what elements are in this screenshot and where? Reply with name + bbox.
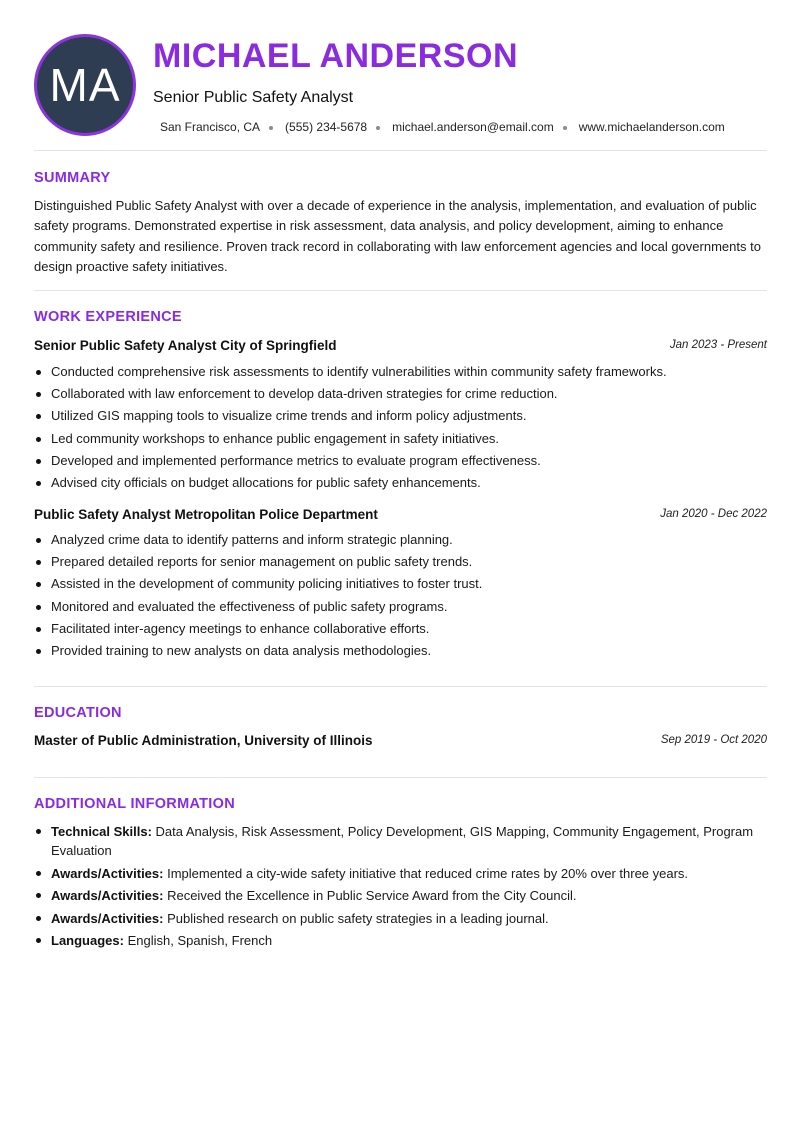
info-label: Technical Skills: (51, 824, 152, 839)
list-item: Developed and implemented performance metrics to evaluate program effectiveness. (34, 452, 767, 474)
summary-text: Distinguished Public Safety Analyst with over a decade of experience in the analysis, implementation, and evaluation of public safety programs. Demonstrated expertise in risk assessment, data analysis, and policy development, aiming to enhance community safety and resilience. Proven track record in collaborating with law enforcement agencies and local governments to design proactive safety initiatives. (34, 198, 761, 274)
info-label: Awards/Activities: (51, 910, 164, 926)
list-item: Monitored and evaluated the effectiveness of public safety programs. (34, 598, 767, 620)
info-label: Languages: (51, 933, 124, 948)
list-item: Collaborated with law enforcement to develop data-driven strategies for crime reduction. (34, 385, 767, 407)
list-item: Led community workshops to enhance public engagement in safety initiatives. (34, 430, 767, 452)
job-header (34, 507, 767, 525)
list-item: Provided training to new analysts on data analysis methodologies. (34, 642, 767, 664)
job-title: Senior Public Safety Analyst City of Springfield (34, 338, 337, 353)
divider (34, 777, 767, 778)
separator-dot (269, 126, 273, 130)
avatar-initials: MA (49, 59, 121, 111)
list-item: Analyzed crime data to identify patterns and inform strategic planning. (34, 531, 767, 553)
divider (34, 290, 767, 291)
separator-dot (376, 126, 380, 130)
info-text: Data Analysis, Risk Assessment, Policy Development, GIS Mapping, Community Engagement, Program Evaluation (51, 824, 754, 858)
job-bullets (34, 531, 767, 664)
list-item (34, 931, 767, 950)
list-item (34, 864, 767, 883)
section-title-additional: ADDITIONAL INFORMATION (34, 796, 235, 812)
divider (34, 686, 767, 687)
divider (34, 150, 767, 151)
candidate-name: MICHAEL ANDERSON (153, 37, 519, 75)
info-text: Received the Excellence in Public Service Award from the City Council. (163, 888, 577, 903)
list-item (34, 822, 767, 860)
info-label: Awards/Activities: (51, 865, 164, 881)
list-item: Assisted in the development of community policing initiatives to foster trust. (34, 575, 767, 597)
list-item: Utilized GIS mapping tools to visualize crime trends and inform policy adjustments. (34, 407, 767, 429)
education-dates: Sep 2019 - Oct 2020 (660, 734, 767, 746)
list-item: Facilitated inter-agency meetings to enhance collaborative efforts. (34, 620, 767, 642)
additional-list (34, 822, 767, 954)
info-label: Awards/Activities: (51, 888, 164, 903)
job-title: Public Safety Analyst Metropolitan Police Department (34, 507, 378, 522)
job-bullets (34, 363, 767, 496)
section-title-education: EDUCATION (34, 705, 122, 721)
education-degree: Master of Public Administration, University of Illinois (34, 733, 373, 748)
list-item: Advised city officials on budget allocations for public safety enhancements. (34, 474, 767, 496)
info-text: Implemented a city-wide safety initiative that reduced crime rates by 20% over three years. (163, 865, 689, 881)
info-text: Published research on public safety strategies in a leading journal. (163, 910, 549, 926)
info-text: English, Spanish, French (123, 933, 273, 948)
education-header (34, 733, 767, 751)
separator-dot (563, 126, 567, 130)
section-title-experience: WORK EXPERIENCE (34, 309, 182, 325)
job-header (34, 338, 767, 356)
contact-bar (160, 120, 725, 134)
contact-phone[interactable]: (555) 234-5678 (285, 120, 368, 134)
job-dates: Jan 2023 - Present (669, 339, 767, 351)
list-item: Prepared detailed reports for senior management on public safety trends. (34, 553, 767, 575)
section-title-summary: SUMMARY (34, 170, 111, 186)
list-item (34, 909, 767, 928)
candidate-role: Senior Public Safety Analyst (153, 89, 354, 106)
avatar (34, 34, 136, 136)
job-dates: Jan 2020 - Dec 2022 (660, 508, 767, 520)
list-item: Conducted comprehensive risk assessments to identify vulnerabilities within community safety frameworks. (34, 363, 767, 385)
contact-website[interactable]: www.michaelanderson.com (578, 120, 725, 134)
list-item (34, 886, 767, 905)
contact-location: San Francisco, CA (160, 120, 261, 134)
contact-email[interactable]: michael.anderson@email.com (392, 120, 554, 134)
